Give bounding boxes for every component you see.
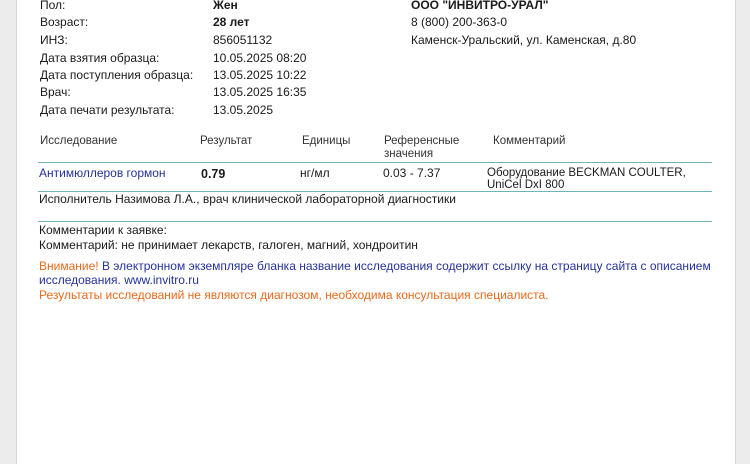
label-doctor: Врач: [40,85,71,99]
lab-phone: 8 (800) 200-363-0 [411,15,508,29]
label-age: Возраст: [40,15,89,29]
header-comment: Комментарий [493,135,566,147]
comments-title: Комментарии к заявке: [39,223,167,237]
value-sex: Жен [213,0,238,12]
value-print-date: 13.05.2025 [213,103,274,117]
value-doctor: 13.05.2025 16:35 [213,85,307,99]
value-age: 28 лет [213,15,250,29]
reference-value: 0.03 - 7.37 [383,166,441,180]
attention-label: Внимание! [39,259,99,273]
value-sample-taken: 10.05.2025 08:20 [213,51,307,65]
disclaimer-text: Результаты исследований не являются диагнозом, необходима консультация специалиста. [39,288,549,302]
header-reference: Референсные [384,135,460,147]
header-divider [38,162,712,163]
value-inz: 856051132 [213,33,273,47]
notice-line-1 [39,259,711,273]
lab-address: Каменск-Уральский, ул. Каменская, д.80 [411,33,637,47]
header-units: Единицы [302,135,351,147]
units-value: нг/мл [300,166,330,180]
label-sex: Пол: [40,0,66,12]
invitro-link[interactable]: www.invitro.ru [124,273,199,287]
result-value: 0.79 [201,167,226,181]
comment-line-1: Оборудование BECKMAN COULTER, [487,167,686,179]
header-test: Исследование [40,135,118,147]
value-sample-received: 13.05.2025 10:22 [213,68,307,82]
header-reference-2: значения [384,148,434,160]
notice-text-2: исследования. [39,273,121,287]
notice-line-2 [39,273,199,287]
notice-text-1: В электронном экземпляре бланка название исследования содержит ссылку на страницу сайта с описанием [101,259,711,273]
label-print-date: Дата печати результата: [40,103,175,117]
header-result: Результат [200,135,253,147]
section-divider [38,221,712,222]
comment-line-2: UniCel DxI 800 [487,179,565,191]
label-sample-taken: Дата взятия образца: [40,51,160,65]
test-name-link[interactable]: Антимюллеров гормон [39,166,166,180]
lab-name: ООО "ИНВИТРО-УРАЛ" [411,0,549,12]
comments-text: Комментарий: не принимает лекарств, галоген, магний, хондроитин [39,238,418,252]
label-sample-received: Дата поступления образца: [40,68,194,82]
label-inz: ИНЗ: [40,33,68,47]
executor-text: Исполнитель Назимова Л.А., врач клинической лабораторной диагностики [39,192,456,206]
